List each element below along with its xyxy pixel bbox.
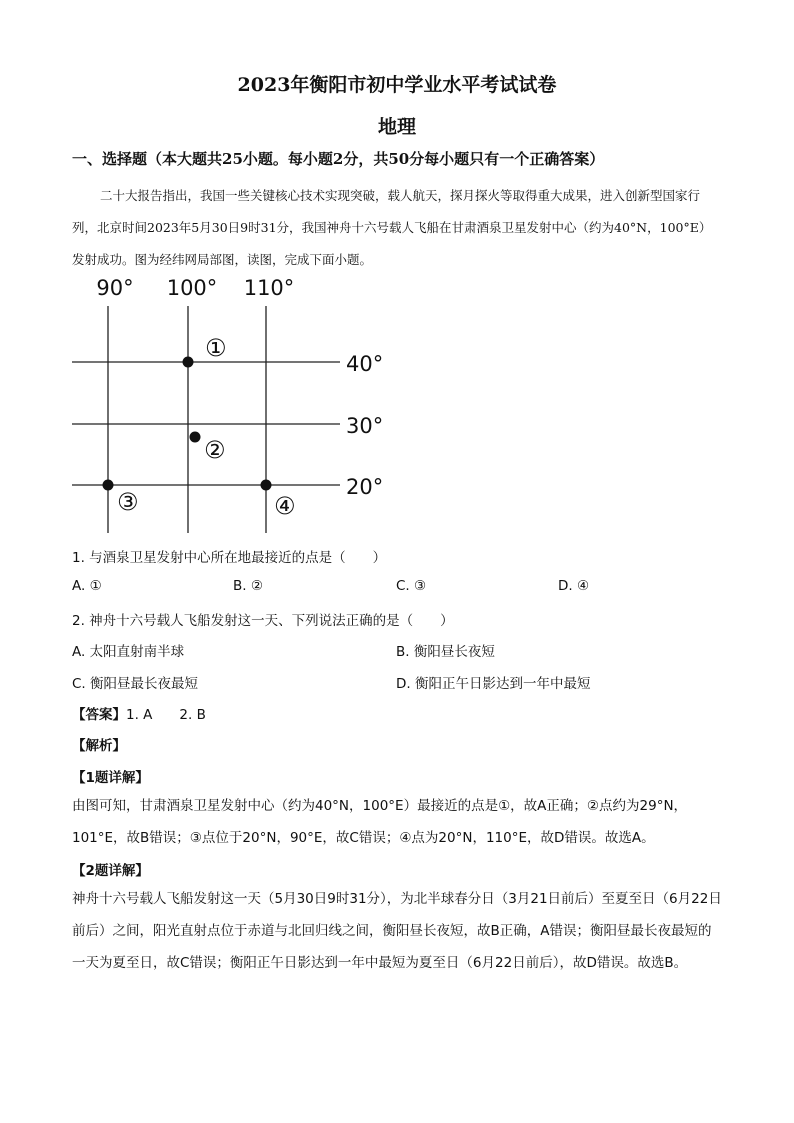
analysis-tag: 【解析】 bbox=[72, 738, 126, 754]
answer-line bbox=[72, 703, 206, 723]
question-2-option-b: B. 衡阳昼长夜短 bbox=[396, 644, 495, 660]
question-material: 二十大报告指出，我国一些关键核心技术实现突破，载人航天，探月探火等取得重大成果，进入创新型国家行列，北京时间2023年5月30日9时31分，我国神舟十六号载人飞船在甘肃酒泉卫星发射中心（约为40°N，100°E）发射成功。图为经纬网局部图，读图，完成下面小题。 bbox=[72, 188, 712, 267]
exam-title: 2023年衡阳市初中学业水平考试试卷 bbox=[237, 74, 557, 96]
point-4-label: ④ bbox=[274, 492, 296, 520]
latitude-label: 40° bbox=[346, 352, 384, 376]
longitude-label: 110° bbox=[243, 276, 295, 300]
longitude-label: 100° bbox=[166, 276, 218, 300]
point-2-label: ② bbox=[204, 436, 226, 464]
answer-text: 1. A 2. B bbox=[126, 707, 206, 723]
point-1-marker bbox=[183, 357, 194, 368]
point-1-label: ① bbox=[205, 334, 227, 362]
latitude-label: 30° bbox=[346, 414, 384, 438]
point-2-marker bbox=[190, 432, 201, 443]
exam-subject: 地理 bbox=[377, 116, 416, 138]
question-1-stem: 1. 与酒泉卫星发射中心所在地最接近的点是（ ） bbox=[72, 550, 387, 566]
detail-1-tag: 【1题详解】 bbox=[72, 770, 149, 786]
question-2-option-c: C. 衡阳昼最长夜最短 bbox=[72, 676, 199, 692]
point-3-marker bbox=[103, 480, 114, 491]
detail-2-text: 神舟十六号载人飞船发射这一天（5月30日9时31分），为北半球春分日（3月21日前后）至夏至日（6月22日前后）之间，阳光直射点位于赤道与北回归线之间，衡阳昼长夜短，故B正确，A错误；衡阳昼最长夜最短的一天为夏至日，故C错误；衡阳正午日影达到一年中最短为夏至日（6月22日前后），故D错误。故选B。 bbox=[72, 891, 722, 971]
question-1-option-a: A. ① bbox=[72, 578, 102, 594]
detail-2-tag: 【2题详解】 bbox=[72, 863, 149, 879]
longitude-label: 90° bbox=[96, 276, 134, 300]
answer-tag: 【答案】 bbox=[72, 707, 126, 723]
point-4-marker bbox=[261, 480, 272, 491]
question-1-option-b: B. ② bbox=[233, 578, 263, 594]
point-3-label: ③ bbox=[117, 488, 139, 516]
latitude-label: 20° bbox=[346, 475, 384, 499]
question-2-stem: 2. 神舟十六号载人飞船发射这一天、下列说法正确的是（ ） bbox=[72, 613, 454, 629]
section-heading: 一、选择题（本大题共25小题。每小题2分，共50分每小题只有一个正确答案） bbox=[72, 150, 605, 168]
question-1-option-c: C. ③ bbox=[396, 578, 427, 594]
question-2-option-d: D. 衡阳正午日影达到一年中最短 bbox=[396, 676, 591, 692]
question-2-option-a: A. 太阳直射南半球 bbox=[72, 644, 185, 660]
question-1-option-d: D. ④ bbox=[558, 578, 590, 594]
detail-1-text: 由图可知，甘肃酒泉卫星发射中心（约为40°N，100°E）最接近的点是①，故A正确；②点约为29°N，101°E，故B错误；③点位于20°N，90°E，故C错误；④点为20°N，110°E，故D错误。故选A。 bbox=[72, 798, 688, 846]
graticule-figure bbox=[60, 268, 400, 538]
